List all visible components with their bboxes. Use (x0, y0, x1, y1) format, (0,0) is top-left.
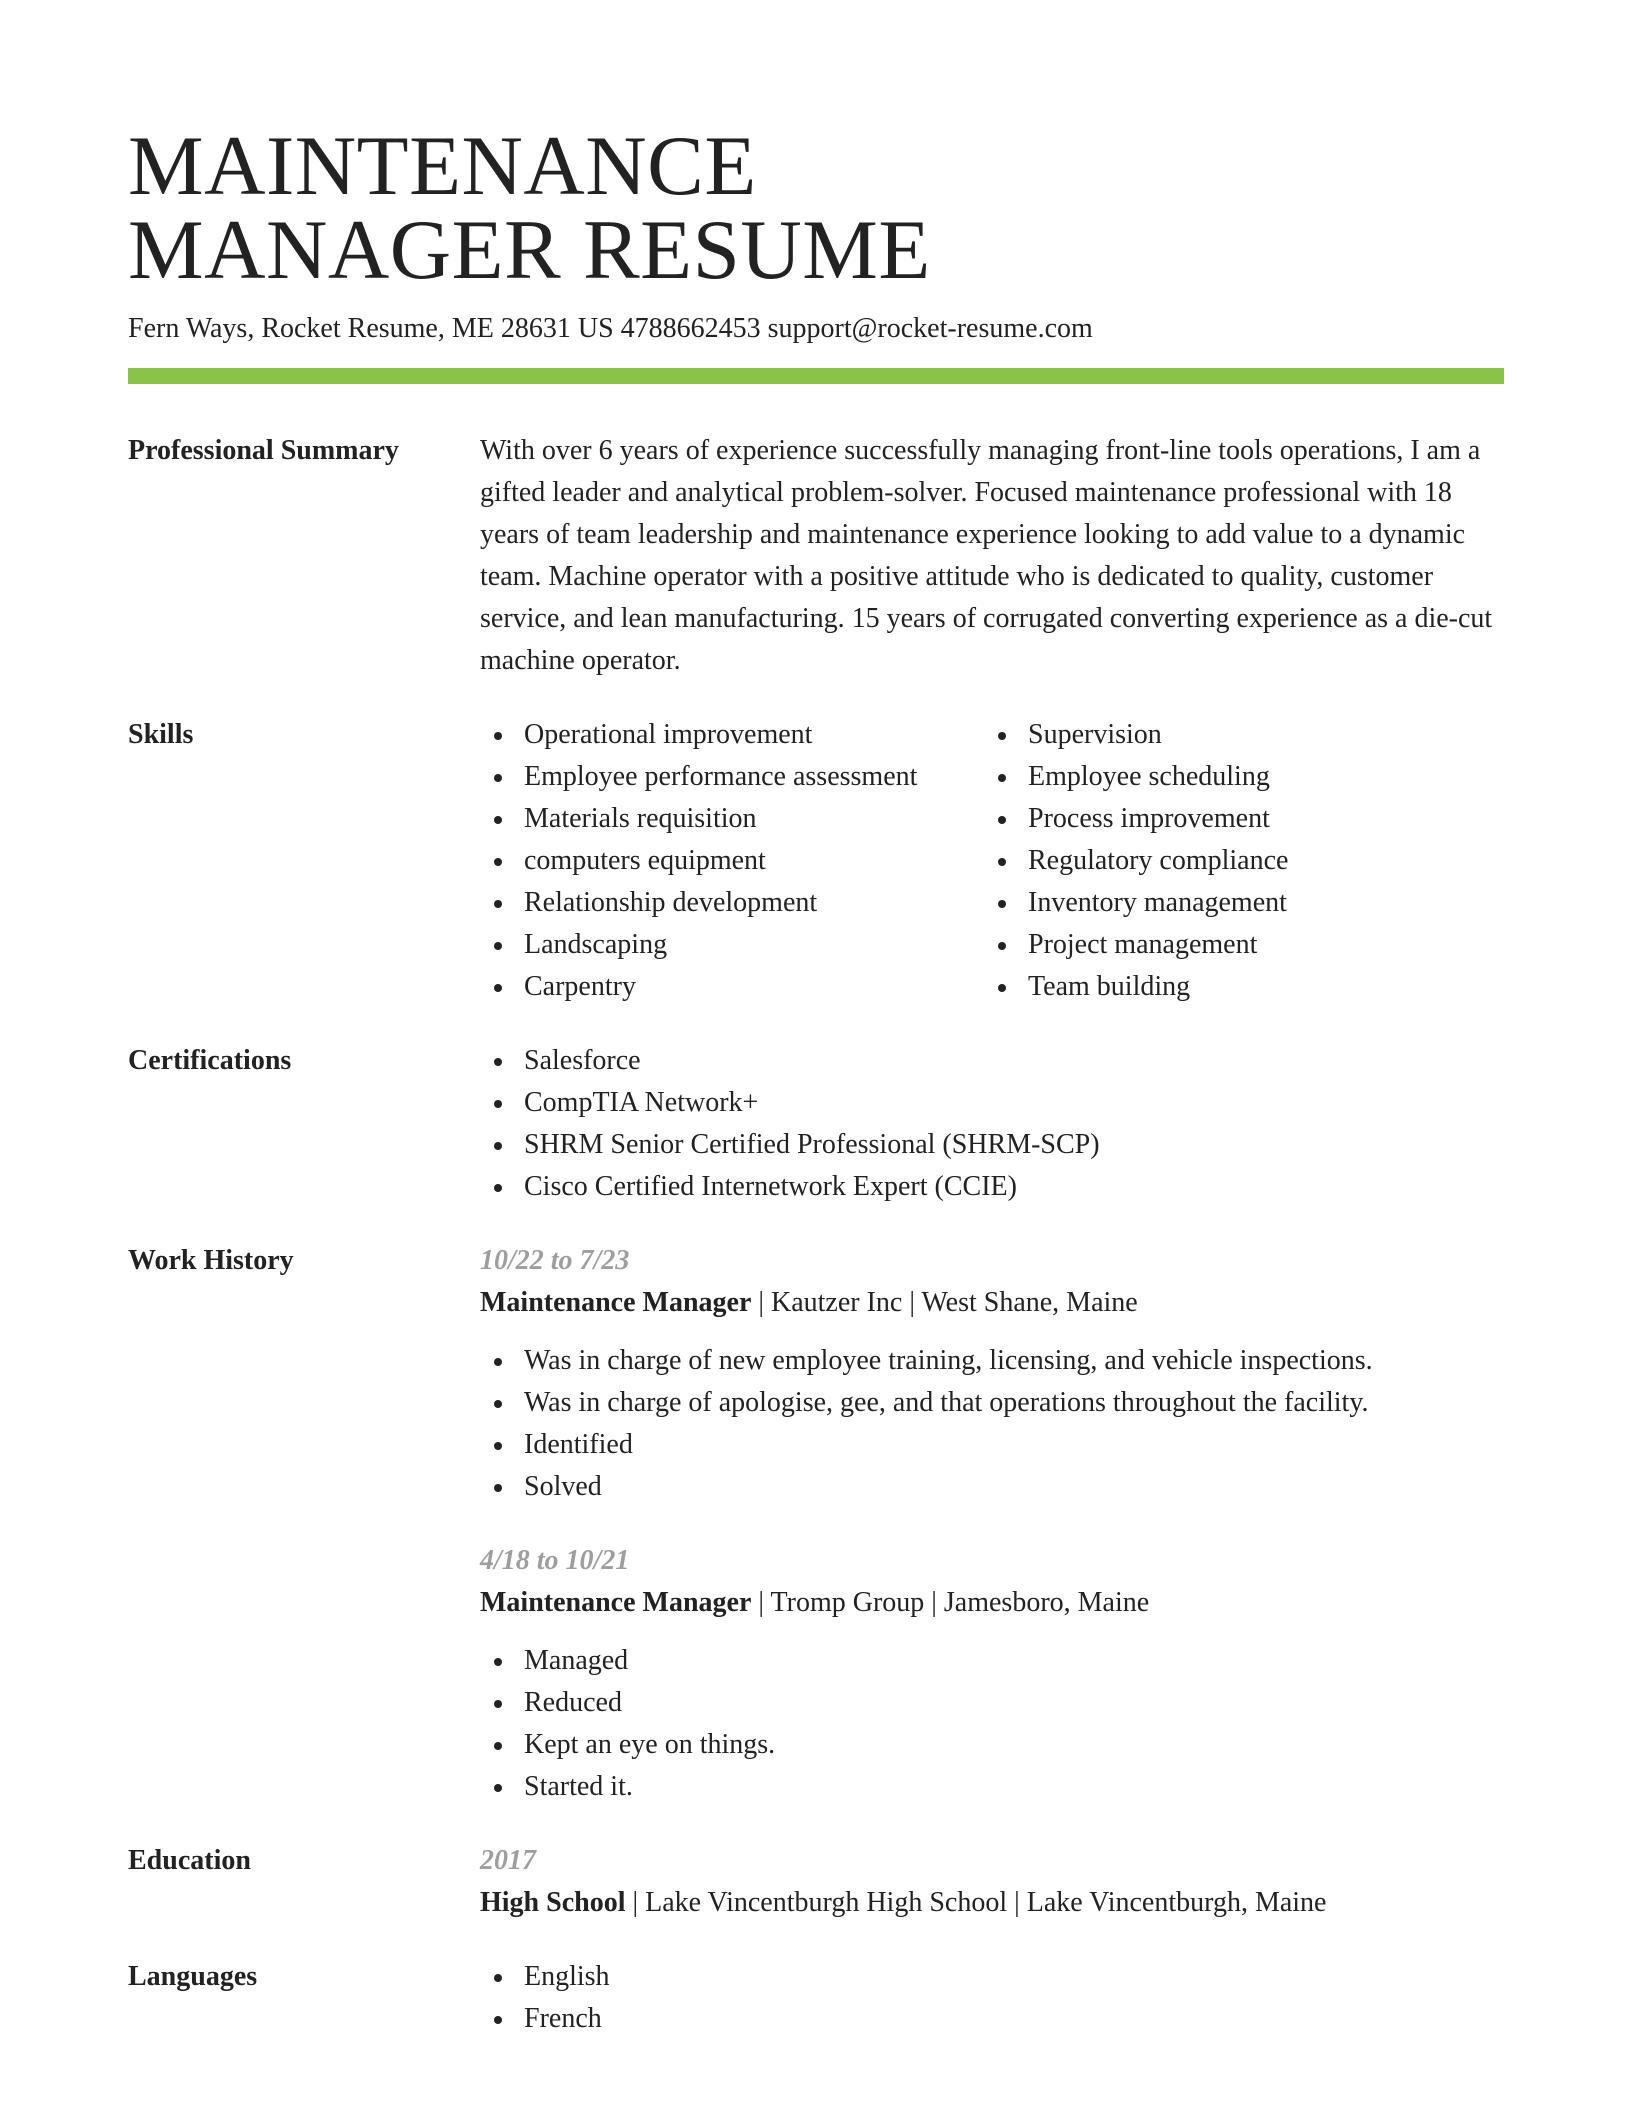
job-title-line: Maintenance Manager | Tromp Group | Jamesboro, Maine (480, 1587, 1150, 1618)
job-company: Tromp Group (770, 1587, 925, 1618)
skill-item: Employee scheduling (984, 756, 1488, 798)
language-item: French (480, 1998, 1504, 2040)
certifications-section (128, 1040, 1504, 1208)
job-entry (480, 1240, 1504, 1508)
certification-item: Cisco Certified Internetwork Expert (CCIE) (480, 1166, 1504, 1208)
skill-item: Materials requisition (480, 798, 984, 840)
job-company: Kautzer Inc (771, 1287, 903, 1318)
contact-email: support@rocket-resume.com (767, 313, 1093, 344)
education-section (128, 1840, 1504, 1924)
certifications-label: Certifications (128, 1045, 292, 1076)
skill-item: Employee performance assessment (480, 756, 984, 798)
work-history-section (128, 1240, 1504, 1808)
job-location: West Shane, Maine (921, 1287, 1138, 1318)
job-dates: 4/18 to 10/21 (480, 1545, 630, 1576)
education-date: 2017 (480, 1845, 536, 1876)
contact-address: Fern Ways, Rocket Resume, ME 28631 US (128, 313, 614, 344)
job-dates: 10/22 to 7/23 (480, 1245, 630, 1276)
education-label: Education (128, 1845, 251, 1876)
resume-page (128, 0, 1504, 2040)
language-item: English (480, 1956, 1504, 1998)
work-history-label: Work History (128, 1245, 294, 1276)
job-bullets (480, 1340, 1504, 1508)
header-divider (128, 368, 1504, 384)
skill-item: Landscaping (480, 924, 984, 966)
certification-item: Salesforce (480, 1040, 1504, 1082)
certification-item: CompTIA Network+ (480, 1082, 1504, 1124)
skills-column-2 (984, 714, 1488, 1008)
job-bullet: Was in charge of apologise, gee, and that operations throughout the facility. (480, 1382, 1504, 1424)
skills-label: Skills (128, 719, 194, 750)
contact-line (128, 312, 1504, 346)
certification-item: SHRM Senior Certified Professional (SHRM-SCP) (480, 1124, 1504, 1166)
skill-item: Operational improvement (480, 714, 984, 756)
summary-label: Professional Summary (128, 435, 399, 466)
job-entry (480, 1540, 1504, 1808)
skill-item: Supervision (984, 714, 1488, 756)
resume-title (128, 0, 1504, 297)
skill-item: Project management (984, 924, 1488, 966)
job-bullets (480, 1640, 1504, 1808)
job-title-line: Maintenance Manager | Kautzer Inc | West Shane, Maine (480, 1287, 1138, 1318)
summary-section (128, 430, 1504, 682)
skill-item: Regulatory compliance (984, 840, 1488, 882)
education-degree: High School (480, 1887, 626, 1918)
job-bullet: Solved (480, 1466, 1504, 1508)
education-school: Lake Vincentburgh High School (645, 1887, 1008, 1918)
contact-phone: 4788662453 (620, 313, 761, 344)
certifications-list (480, 1040, 1504, 1208)
job-location: Jamesboro, Maine (943, 1587, 1150, 1618)
languages-list (480, 1956, 1504, 2040)
job-bullet: Identified (480, 1424, 1504, 1466)
languages-section (128, 1956, 1504, 2040)
skill-item: Carpentry (480, 966, 984, 1008)
job-bullet: Was in charge of new employee training, licensing, and vehicle inspections. (480, 1340, 1504, 1382)
job-bullet: Managed (480, 1640, 1504, 1682)
job-bullet: Started it. (480, 1766, 1504, 1808)
job-role: Maintenance Manager (480, 1287, 752, 1318)
education-line: High School | Lake Vincentburgh High School | Lake Vincentburgh, Maine (480, 1887, 1327, 1918)
summary-text: With over 6 years of experience successfully managing front-line tools operations, I am a gifted leader and analytical problem-solver. Focused maintenance professional with 18 years of team leadership and maintenance experience looking to add value to a dynamic team. Machine operator with a positive attitude who is dedicated to quality, customer service, and lean manufacturing. 15 years of corrugated converting experience as a die-cut machine operator. (480, 435, 1493, 676)
skills-section (128, 714, 1504, 1008)
skill-item: Inventory management (984, 882, 1488, 924)
education-location: Lake Vincentburgh, Maine (1026, 1887, 1327, 1918)
title-line-2: MANAGER RESUME (128, 203, 931, 297)
job-role: Maintenance Manager (480, 1587, 752, 1618)
skill-item: Team building (984, 966, 1488, 1008)
job-bullet: Kept an eye on things. (480, 1724, 1504, 1766)
languages-label: Languages (128, 1961, 258, 1992)
skill-item: Relationship development (480, 882, 984, 924)
job-bullet: Reduced (480, 1682, 1504, 1724)
title-line-1: MAINTENANCE (128, 119, 757, 213)
skill-item: Process improvement (984, 798, 1488, 840)
skill-item: computers equipment (480, 840, 984, 882)
skills-column-1 (480, 714, 984, 1008)
